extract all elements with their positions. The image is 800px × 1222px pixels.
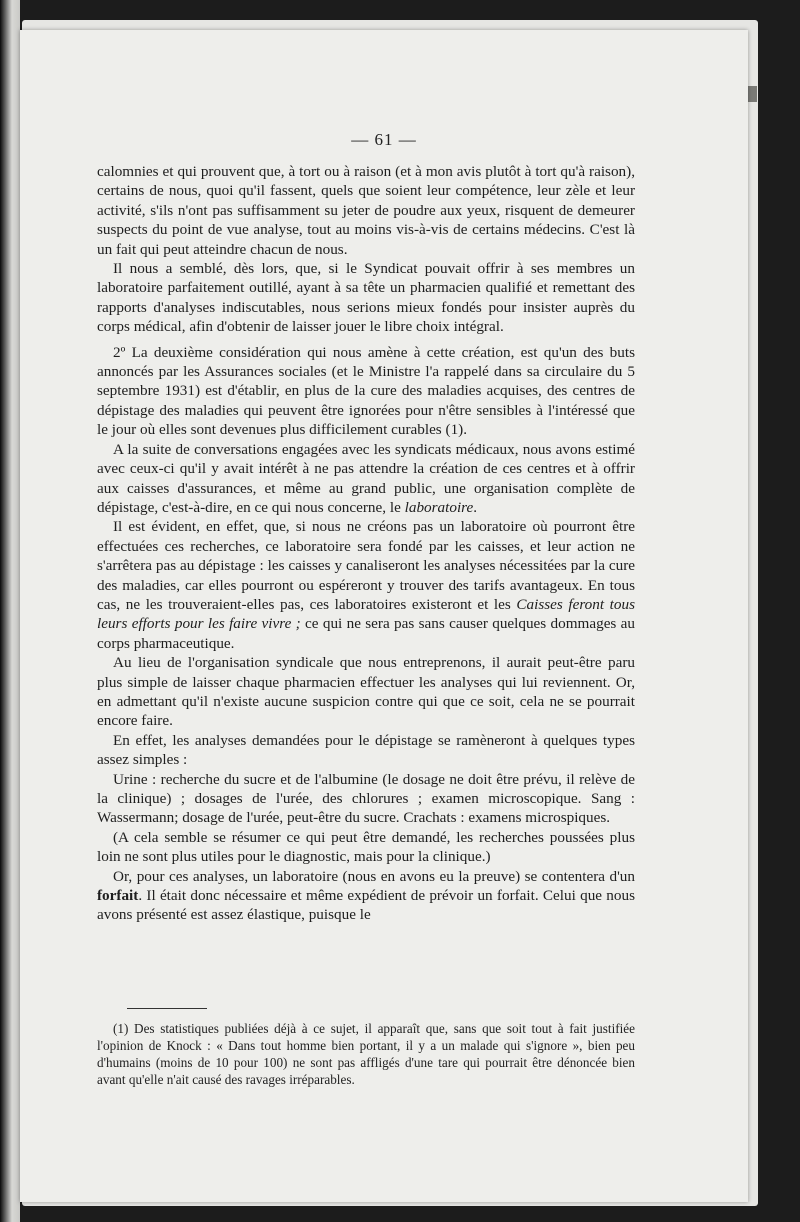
paragraph-4 — [97, 440, 635, 518]
page-number: — 61 — — [351, 130, 417, 149]
paragraph-10 — [97, 867, 635, 925]
scan-binding-edge — [0, 0, 20, 1222]
paragraph-5-text: Il est évident, en effet, que, si nous ne créons pas un laboratoire où pourront être effectuées ces recherches, ce laboratoire sera fondé par les caisses, et leur action ne s'arrêtera pas au dépistage : les caisses y canaliseront les analyses nécessitées par la cure des maladies, car elles pourront ou espéreront y trouver des tarifs avantageux. En tous cas, ne les trouveraient-elles pas, ces laboratoires existeront et les — [97, 518, 635, 613]
paragraph-8: Urine : recherche du sucre et de l'albumine (le dosage ne doit être prévu, il relève de la clinique) ; dosages de l'urée, des chlorures ; examen microscopique. Sang : Wassermann; dosage de l'urée, peut-être du sucre. Crachats : examens microspiques. — [97, 770, 635, 827]
paragraph-3: 2º La deuxième considération qui nous amène à cette création, est qu'un des buts annoncés par les Assurances sociales (et le Ministre l'a rappelé dans sa circulaire du 5 septembre 1931) est d'établir, en plus de la cure des maladies acquises, des centres de dépistage des maladies qui peuvent être ignorées pour n'être sensibles à l'intéressé que le jour où elles sont devenues plus difficilement curables (1). — [97, 343, 635, 439]
document-page — [20, 30, 748, 1202]
paragraph-9: (A cela semble se résumer ce qui peut être demandé, les recherches poussées plus loin ne sont plus utiles pour le diagnostic, mais pour la clinique.) — [97, 828, 635, 866]
paragraph-5-end: ce qui ne sera pas sans causer quelques dommages au corps pharmaceutique. — [97, 615, 636, 652]
paragraph-7: En effet, les analyses demandées pour le dépistage se ramèneront à quelques types assez simples : — [97, 731, 635, 769]
paragraph-1: calomnies et qui prouvent que, à tort ou à raison (et à mon avis plutôt à tort qu'à raison), certains de nous, quoi qu'il fassent, quels que soient leur compétence, leur zèle et leur activité, s'ils n'ont pas suffisamment su jeter de poudre aux yeux, risquent de demeurer suspects du point de vue analyse, tout au moins vis-à-vis de certains médecins. C'est là un fait qui peut atteindre chacun de nous. — [97, 163, 635, 258]
paragraph-10-text: Or, pour ces analyses, un laboratoire (nous en avons eu la preuve) se contentera d'un — [113, 867, 635, 885]
paragraph-5-italic: Caisses feront tous leurs efforts pour les faire vivre ; — [97, 595, 635, 633]
footnote-text: (1) Des statistiques publiées déjà à ce sujet, il apparaît que, sans que soit tout à fait justifiée l'opinion de Knock : « Dans tout homme bien portant, il y a un malade qui s'ignore », bien peu d'humains (moins de 10 pour 100) ne sont pas affligés d'une tare qui pourrait être dénoncée bien avant qu'elle n'ait causé des ravages irréparables. — [97, 1021, 635, 1087]
page-edge-tab — [748, 86, 757, 102]
paragraph-10-bold: forfait — [97, 887, 139, 905]
footnote — [97, 1020, 635, 1088]
paragraph-4-text: A la suite de conversations engagées avec les syndicats médicaux, nous avons estimé avec ceux-ci qu'il y avait intérêt à ne pas attendre la création de ces centres et à offrir aux caisses d'assurances, et même au grand public, une organisation complète de dépistage, c'est-à-dire, en ce qui nous concerne, le — [97, 440, 635, 516]
paragraph-6: Au lieu de l'organisation syndicale que nous entreprenons, il aurait peut-être paru plus simple de laisser chaque pharmacien effectuer les analyses qui lui reviennent. Or, en admettant qu'il n'existe aucune suspicion contre qui que ce soit, cela ne se pourrait encore faire. — [97, 654, 635, 730]
body-text — [97, 162, 635, 925]
paragraph-2: Il nous a semblé, dès lors, que, si le Syndicat pouvait offrir à ses membres un laboratoire parfaitement outillé, ayant à sa tête un pharmacien qualifié et remettant des rapports d'analyses indiscutables, nous serions mieux fondés pour insister auprès du corps médical, afin d'obtenir de laisser jouer le libre choix intégral. — [97, 260, 635, 336]
paragraph-5 — [97, 517, 635, 653]
paragraph-4-italic: laboratoire — [404, 498, 474, 516]
paragraph-4-end: . — [473, 498, 478, 516]
footnote-divider — [127, 1008, 207, 1009]
paragraph-10-end: . Il était donc nécessaire et même expédient de prévoir un forfait. Celui que nous avons présenté est assez élastique, puisque le — [97, 887, 635, 924]
